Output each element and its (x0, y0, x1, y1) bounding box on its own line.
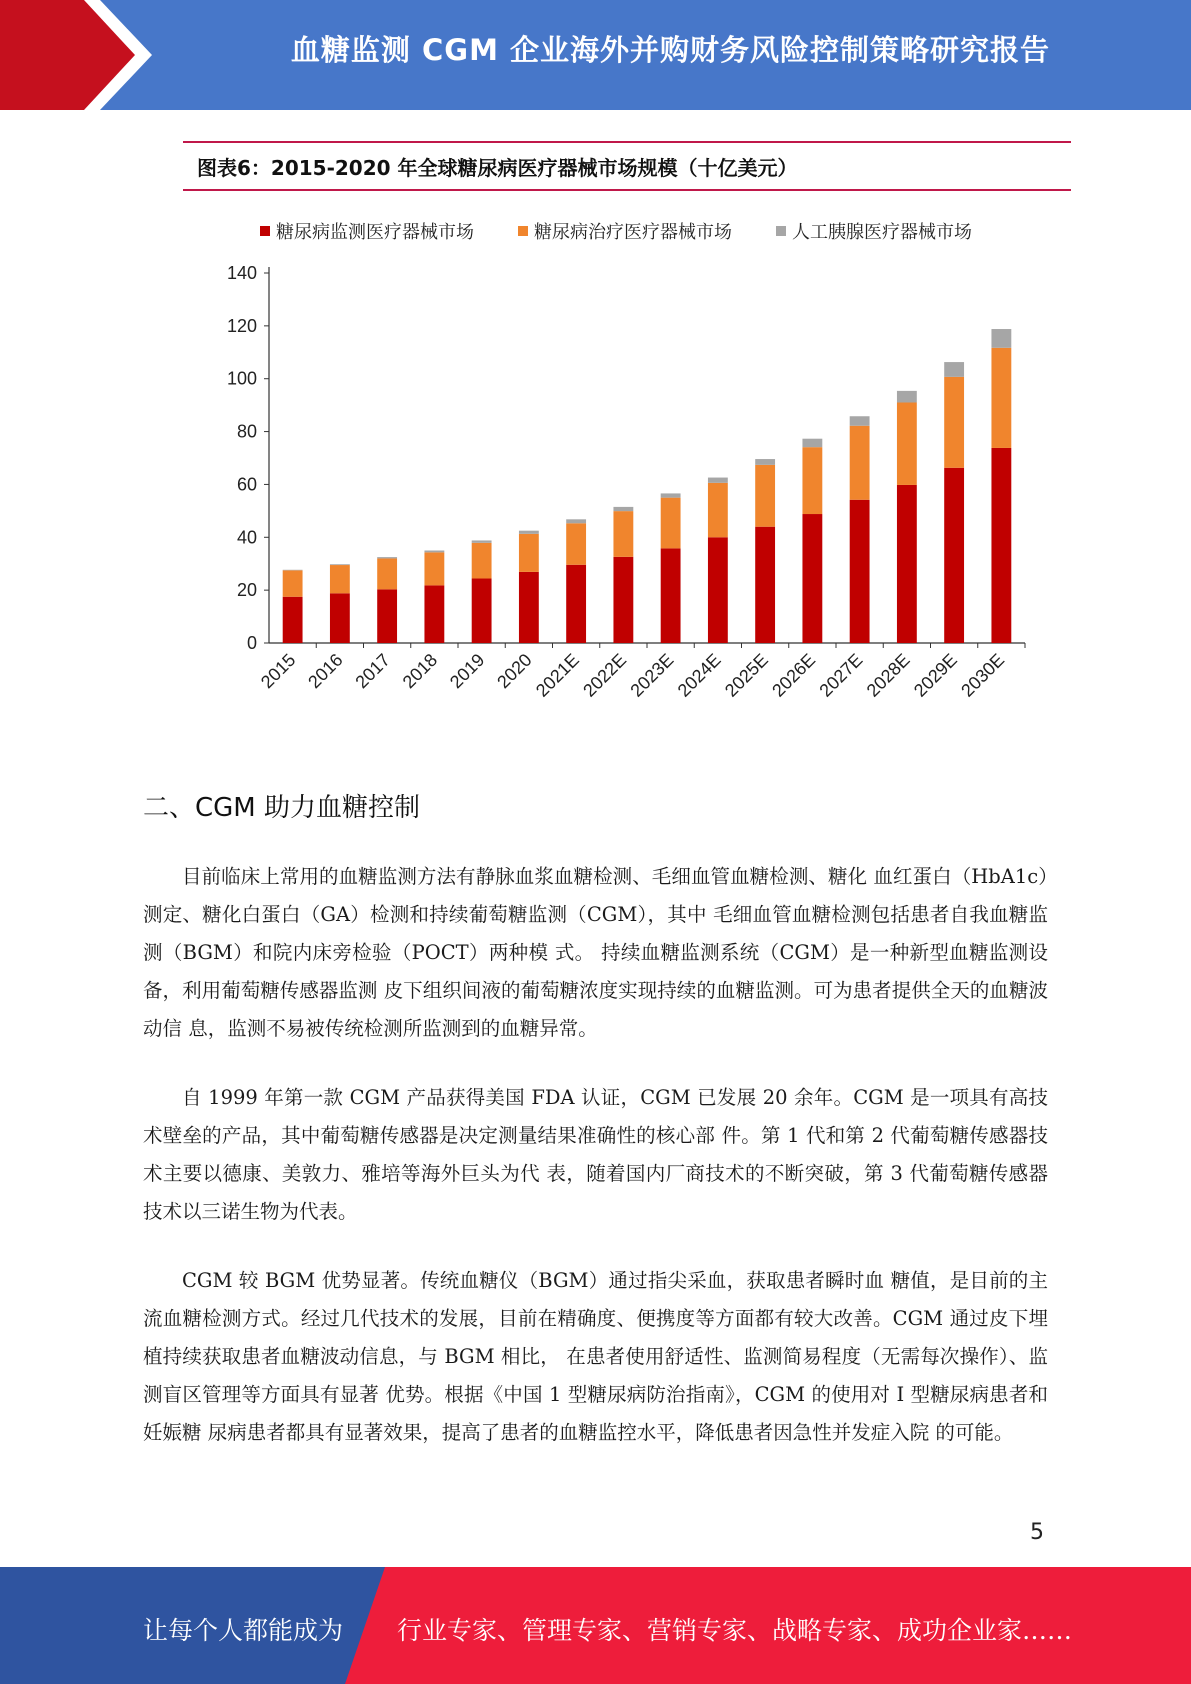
x-tick-label: 2018 (398, 649, 442, 693)
x-tick-label: 2020 (493, 649, 536, 693)
bar-segment-3 (708, 478, 728, 483)
report-title: 血糖监测 CGM 企业海外并购财务风险控制策略研究报告 (290, 33, 1051, 67)
footer-slogan-left: 让每个人都能成为 (143, 1616, 344, 1645)
bar-segment-1 (330, 593, 350, 643)
bar-segment-2 (330, 565, 350, 593)
y-tick-label: 40 (236, 527, 257, 548)
bar-segment-1 (708, 537, 728, 643)
bar-segment-3 (377, 557, 397, 558)
bar-segment-2 (944, 377, 964, 468)
x-tick-label: 2027E (815, 649, 867, 701)
bar-segment-1 (944, 468, 964, 643)
bar-segment-3 (472, 540, 492, 542)
bar-segment-2 (802, 447, 822, 514)
bar-segment-1 (472, 579, 492, 643)
bar-segment-2 (991, 348, 1011, 448)
bar-segment-3 (566, 519, 586, 523)
x-tick-label: 2024E (673, 649, 725, 701)
bar-segment-1 (613, 557, 633, 643)
bar-segment-3 (850, 416, 870, 426)
bar-segment-1 (897, 485, 917, 643)
bar-segment-2 (850, 426, 870, 500)
figure-caption-text: 图表6：2015-2020 年全球糖尿病医疗器械市场规模（十亿美元） (197, 156, 798, 180)
paragraph-3: CGM 较 BGM 优势显著。传统血糖仪（BGM）通过指尖采血，获取患者瞬时血 糖值，是目前的主流血糖检测方式。经过几代技术的发展，目前在精确度、便携度等方面都有较大改善。CGM 通过皮下埋植持续获取患者血糖波动信息，与 BGM 相比， 在患者使用舒适性、监测简易程度（无需每次操作）、监测盲区管理等方面具有显著 优势。根据《中国 1 型糖尿病防治指南》，CGM 的使用对 I 型糖尿病患者和妊娠糖 尿病患者都具有显著效果，提高了患者的血糖监控水平，降低患者因急性并发症入院 的可能。 (143, 1269, 1048, 1444)
bar-segment-2 (566, 523, 586, 564)
x-tick-label: 2025E (720, 649, 772, 701)
bar-segment-1 (850, 500, 870, 643)
x-tick-label: 2021E (531, 649, 583, 701)
footer-slogan-right: 行业专家、管理专家、营销专家、战略专家、成功企业家…… (397, 1616, 1073, 1645)
figure-caption (183, 141, 1071, 191)
bar-segment-1 (519, 572, 539, 643)
y-tick-label: 20 (236, 580, 257, 601)
x-tick-label: 2028E (862, 649, 914, 701)
legend-label-pancreas: 人工胰腺医疗器械市场 (792, 222, 972, 243)
y-tick-label: 140 (226, 263, 257, 283)
bar-segment-3 (755, 459, 775, 465)
x-tick-label: 2019 (445, 649, 489, 693)
page-number: 5 (1030, 1520, 1044, 1545)
x-tick-label: 2015 (256, 649, 300, 693)
section-heading: 二、CGM 助力血糖控制 (143, 793, 420, 823)
bar-segment-2 (472, 543, 492, 579)
bar-segment-2 (661, 498, 681, 549)
bar-segment-1 (755, 527, 775, 643)
x-tick-label: 2026E (768, 649, 820, 701)
bar-segment-2 (755, 465, 775, 527)
header-arrow-decoration (0, 0, 160, 110)
bar-segment-1 (566, 565, 586, 643)
bar-segment-3 (519, 531, 539, 534)
y-tick-label: 60 (236, 474, 257, 495)
bar-segment-3 (330, 564, 350, 565)
bar-segment-2 (283, 570, 303, 596)
x-tick-label: 2016 (304, 649, 347, 693)
x-tick-label: 2022E (579, 649, 631, 701)
paragraph-2: 自 1999 年第一款 CGM 产品获得美国 FDA 认证，CGM 已发展 20 余年。CGM 是一项具有高技术壁垒的产品，其中葡萄糖传感器是决定测量结果准确性的核心部 件。第 1 代和第 2 代葡萄糖传感器技术主要以德康、美敦力、雅培等海外巨头为代 表，随着国内厂商技术的不断突破，第 3 代葡萄糖传感器技术以三诺生物为代表。 (143, 1086, 1048, 1223)
paragraph-1: 目前临床上常用的血糖监测方法有静脉血浆血糖检测、毛细血管血糖检测、糖化 血红蛋白（HbA1c）测定、糖化白蛋白（GA）检测和持续葡萄糖监测（CGM），其中 毛细血管血糖检测包括患者自我血糖监测（BGM）和院内床旁检验（POCT）两种模 式。 持续血糖监测系统（CGM）是一种新型血糖监测设备，利用葡萄糖传感器监测 皮下组织间液的葡萄糖浓度实现持续的血糖监测。可为患者提供全天的血糖波动信 息，监测不易被传统检测所监测到的血糖异常。 (143, 865, 1048, 1040)
legend-label-monitoring: 糖尿病监测医疗器械市场 (276, 222, 474, 243)
legend-label-treatment: 糖尿病治疗医疗器械市场 (534, 222, 732, 243)
bar-segment-3 (991, 329, 1011, 348)
footer-banner (0, 1567, 1191, 1684)
bar-segment-2 (424, 552, 444, 585)
bar-segment-3 (897, 391, 917, 403)
bar-segment-1 (661, 548, 681, 643)
bar-segment-2 (708, 483, 728, 537)
header-banner (0, 0, 1191, 110)
bar-segment-2 (613, 511, 633, 557)
bar-segment-1 (283, 597, 303, 643)
bar-segment-2 (377, 558, 397, 589)
y-tick-label: 100 (226, 368, 257, 389)
bar-segment-3 (283, 570, 303, 571)
bar-segment-3 (424, 551, 444, 553)
y-tick-label: 0 (246, 633, 257, 653)
bar-segment-2 (897, 403, 917, 485)
bar-segment-1 (991, 448, 1011, 643)
bar-segment-1 (377, 589, 397, 643)
x-tick-label: 2029E (909, 649, 961, 701)
y-tick-label: 120 (226, 315, 257, 336)
bar-segment-1 (802, 514, 822, 643)
bar-segment-3 (944, 362, 964, 377)
y-tick-label: 80 (236, 421, 257, 442)
bar-segment-3 (613, 507, 633, 511)
stacked-bar-chart (180, 205, 1080, 725)
x-tick-label: 2030E (957, 649, 1009, 701)
x-tick-label: 2023E (626, 649, 678, 701)
x-tick-label: 2017 (351, 649, 394, 693)
bar-segment-1 (424, 585, 444, 643)
bar-segment-3 (802, 439, 822, 447)
bar-segment-3 (661, 493, 681, 497)
bar-segment-2 (519, 534, 539, 572)
